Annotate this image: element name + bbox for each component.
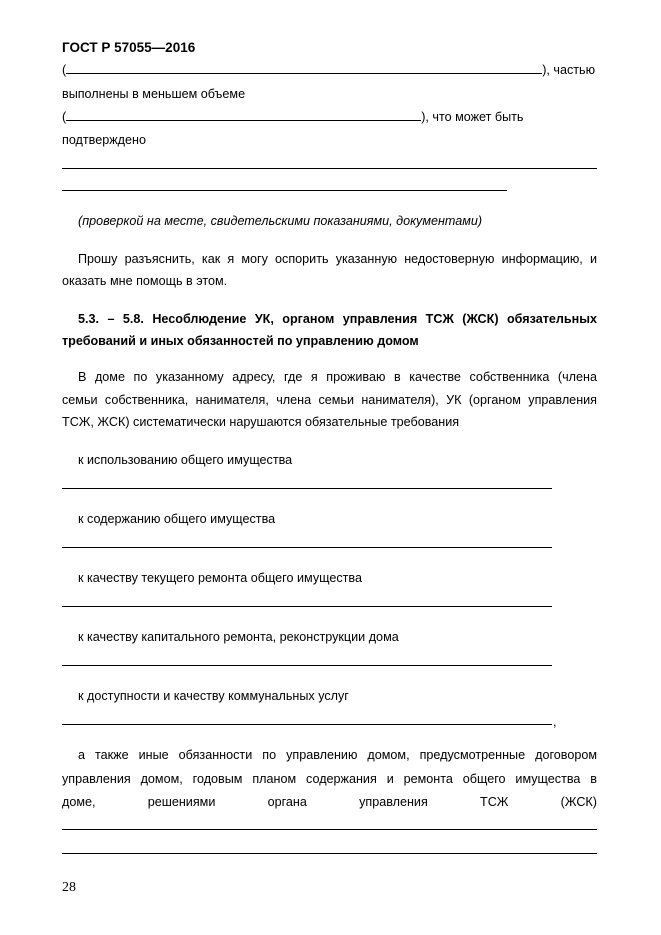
paren-open: ( <box>62 110 67 124</box>
intro-line-2: семьи собственника, нанимателя, члена семьи нанимателя), УК (органом управления <box>62 393 597 407</box>
form-line-1 <box>62 62 595 78</box>
document-header: ГОСТ Р 57055—2016 <box>62 40 196 55</box>
section-heading-line-1: 5.3. – 5.8. Несоблюдение УК, органом управления ТСЖ (ЖСК) обязательных <box>78 312 597 326</box>
outro-word: решениями <box>147 795 216 809</box>
blank-field-1[interactable] <box>66 73 542 74</box>
evidence-note: (проверкой на месте, свидетельскими показаниями, документами) <box>78 214 483 228</box>
item-label-5: к доступности и качеству коммунальных услуг <box>78 689 349 703</box>
form-line-4: подтверждено <box>62 133 146 147</box>
blank-line-3[interactable] <box>62 168 597 169</box>
paren-open: ( <box>62 63 67 77</box>
item-blank-line-4[interactable] <box>62 665 552 666</box>
line1-tail: ), частью <box>542 63 596 77</box>
section-heading-line-2: требований и иных обязанностей по управлению домом <box>62 334 419 348</box>
line3-tail: ), что может быть <box>421 110 524 124</box>
outro-word: (ЖСК) <box>560 795 597 809</box>
intro-line-1: В доме по указанному адресу, где я проживаю в качестве собственника (члена <box>78 370 597 384</box>
item-blank-line-2[interactable] <box>62 547 552 548</box>
blank-line-4[interactable] <box>62 190 507 191</box>
request-line-1: Прошу разъяснить, как я могу оспорить указанную недостоверную информацию, и <box>78 252 597 266</box>
outro-word: управления <box>359 795 428 809</box>
blank-field-2[interactable] <box>66 120 421 121</box>
item-5-comma: , <box>553 715 557 729</box>
item-blank-line-5[interactable] <box>62 724 552 725</box>
page-number: 28 <box>62 880 76 895</box>
item-label-3: к качеству текущего ремонта общего имущества <box>78 571 362 585</box>
outro-blank-line-2[interactable] <box>62 853 597 854</box>
outro-word: доме, <box>62 795 96 809</box>
outro-line-1: а также иные обязанности по управлению домом, предусмотренные договором <box>78 748 597 762</box>
outro-line-3 <box>62 794 597 810</box>
item-label-2: к содержанию общего имущества <box>78 512 276 526</box>
item-blank-line-3[interactable] <box>62 606 552 607</box>
item-blank-line-1[interactable] <box>62 488 552 489</box>
outro-word: ТСЖ <box>480 795 509 809</box>
outro-line-2: управления домом, годовым планом содержания и ремонта общего имущества в <box>62 772 597 786</box>
outro-word: органа <box>267 795 307 809</box>
item-label-4: к качеству капитального ремонта, реконструкции дома <box>78 630 399 644</box>
form-line-3 <box>62 109 523 125</box>
request-line-2: оказать мне помощь в этом. <box>62 274 228 288</box>
form-line-2: выполнены в меньшем объеме <box>62 87 246 101</box>
intro-line-3: ТСЖ, ЖСК) систематически нарушаются обязательные требования <box>62 415 460 429</box>
outro-blank-line-1[interactable] <box>62 829 597 830</box>
item-label-1: к использованию общего имущества <box>78 453 293 467</box>
